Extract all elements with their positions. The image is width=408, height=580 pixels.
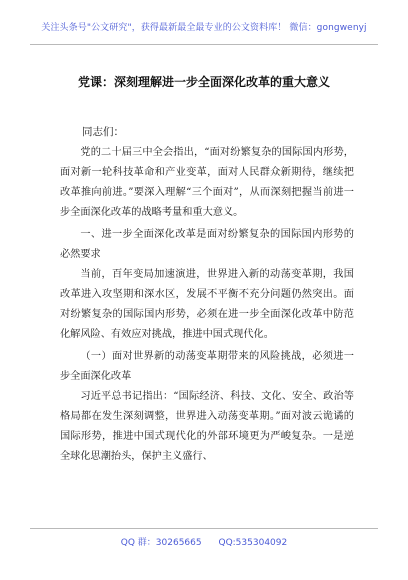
document-title: 党课：深刻理解进一步全面深化改革的重大意义 [77, 75, 330, 89]
section-heading-1: 一、进一步全面深化改革是面对纷繁复杂的国际国内形势的必然要求 [60, 229, 354, 260]
footer [0, 535, 408, 548]
paragraph-quote: 习近平总书记指出：“国际经济、科技、文化、安全、政治等格局都在发生深刻调整，世界进入动荡变革期。”面对波云诡谲的国际形势，推进中国式现代化的外部环境更为严峻复杂。一是逆全球化思潮抬头，保护主义盛行、 [60, 391, 354, 462]
paragraph-intro: 党的二十届三中全会指出，“面对纷繁复杂的国际国内形势，面对新一轮科技革命和产业变革，面对人民群众新期待，继续把改革推向前进。”要深入理解“三个面对”，从而深刻把握当前进一步全面深化改革的战略考量和重大意义。 [60, 147, 354, 218]
paragraph-context: 当前，百年变局加速演进，世界进入新的动荡变革期，我国改革进入攻坚期和深水区，发展不平衡不充分问题仍然突出。面对纷繁复杂的国际国内形势，必须在进一步全面深化改革中防范化解风险、有效应对挑战，推进中国式现代化。 [60, 269, 354, 340]
header-divider [30, 44, 378, 45]
salutation: 同志们： [82, 126, 124, 138]
footer-divider [30, 528, 378, 529]
document-body [60, 143, 354, 467]
footer-qq-group: QQ 群：30265665 [120, 538, 202, 548]
sub-heading-1: （一）面对世界新的动荡变革期带来的风险挑战，必须进一步全面深化改革 [60, 351, 354, 382]
header-banner: 关注头条号"公文研究"，获得最新最全最专业的公文资料库！ 微信：gongwenyj [41, 23, 367, 33]
footer-qq: QQ:535304092 [218, 538, 288, 548]
